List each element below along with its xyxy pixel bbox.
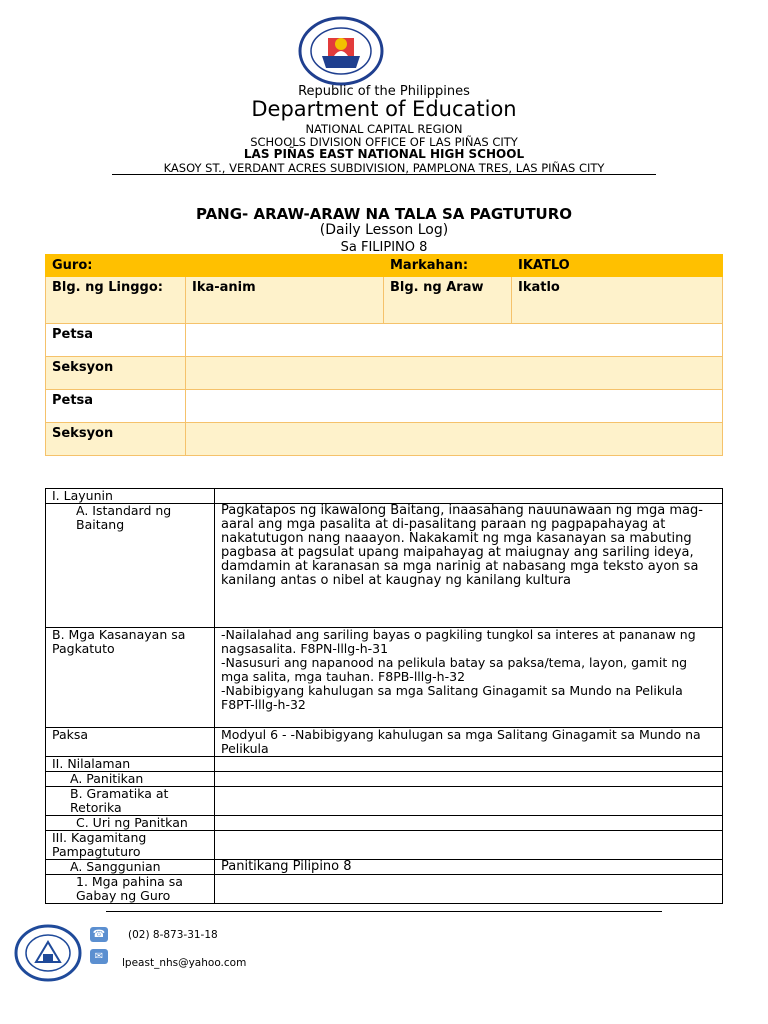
kasanayan-label: B. Mga Kasanayan sa Pagkatuto [46,628,215,728]
sanggunian-text: Panitikang Pilipino 8 [215,860,723,875]
uri-value [215,816,723,831]
markahan-label: Markahan: [384,255,512,277]
linggo-value: Ika-anim [186,277,384,324]
panitikan-label: A. Panitikan [46,772,215,787]
araw-value: Ikatlo [512,277,723,324]
phone-icon: ☎ [90,927,108,942]
info-row-seksyon-2 [46,423,723,456]
paksa-label: Paksa [46,728,215,757]
kasanayan-item: -Nasusuri ang napanood na pelikula batay sa paksa/tema, layon, gamit ng mga salita, mga tauhan. F8PB-lllg-h-32 [221,655,688,684]
row-istandard [46,504,723,628]
info-row-petsa-2 [46,390,723,423]
info-row-linggo [46,277,723,324]
pahina-label: 1. Mga pahina sa Gabay ng Guro [46,875,215,904]
gramatika-value [215,787,723,816]
department-heading: Department of Education [251,97,517,121]
info-table [45,254,723,456]
email-icon: ✉ [90,949,108,964]
row-panitikan [46,772,723,787]
lesson-plan-table [45,488,723,904]
markahan-value: IKATLO [512,255,723,277]
pahina-value [215,875,723,904]
guro-label: Guro: [46,255,186,277]
kagamitan-heading: III. Kagamitang Pampagtuturo [46,831,215,860]
row-nilalaman [46,757,723,772]
info-row-petsa-1 [46,324,723,357]
info-row-seksyon-1 [46,357,723,390]
subject-line: Sa FILIPINO 8 [340,240,428,255]
row-uri [46,816,723,831]
istandard-label: A. Istandard ng Baitang [46,504,215,628]
sanggunian-label: A. Sanggunian [46,860,215,875]
petsa-label: Petsa [46,390,186,423]
info-row-guro [46,255,723,277]
email-address[interactable]: lpeast_nhs@yahoo.com [122,957,247,969]
kasanayan-cell [215,628,723,728]
nilalaman-heading: II. Nilalaman [46,757,215,772]
linggo-label: Blg. ng Linggo: [46,277,186,324]
row-sanggunian [46,860,723,875]
gramatika-label: B. Gramatika at Retorika [46,787,215,816]
row-kasanayan [46,628,723,728]
seksyon-label: Seksyon [46,423,186,456]
seksyon-value[interactable] [186,357,723,390]
footer-divider [106,911,662,912]
row-kagamitan [46,831,723,860]
kasanayan-item: -Nabibigyang kahulugan sa mga Salitang Ginagamit sa Mundo na Pelikula F8PT-lllg-h-32 [221,683,683,712]
row-pahina [46,875,723,904]
kasanayan-item: -Nailalahad ang sariling bayas o pagkiling tungkol sa interes at pananaw ng nagsasalita. F8PN-lllg-h-31 [221,627,696,656]
paksa-text: Modyul 6 - -Nabibigyang kahulugan sa mga Salitang Ginagamit sa Mundo na Pelikula [215,728,723,757]
division-heading: SCHOOLS DIVISION OFFICE OF LAS PIÑAS CITY [250,135,518,149]
araw-label: Blg. ng Araw [384,277,512,324]
istandard-text: Pagkatapos ng ikawalong Baitang, inaasahang nauunawaan ng mga mag-aaral ang mga pasalita at di-pasalitang paraan ng pagpapahayag at nakatutugon nang naaayon. Nakakamit ng mga kasanayan sa mabuting pagbasa at pagsulat upang maipahayag at maiugnay ang sariling ideya, damdamin at karanasan sa mga narinig at nabasang mga teksto ayon sa kanilang antas o nibel at kaugnay ng kanilang kultura [215,504,723,628]
document-subtitle: (Daily Lesson Log) [319,222,449,238]
nilalaman-value [215,757,723,772]
petsa-label: Petsa [46,324,186,357]
panitikan-value [215,772,723,787]
region-heading: NATIONAL CAPITAL REGION [305,122,463,136]
seksyon-value[interactable] [186,423,723,456]
petsa-value[interactable] [186,324,723,357]
phone-number: (02) 8-873-31-18 [128,929,218,941]
school-address: KASOY ST., VERDANT ACRES SUBDIVISION, PAMPLONA TRES, LAS PIÑAS CITY [163,161,605,175]
header-divider [112,174,656,175]
row-gramatika [46,787,723,816]
school-heading: LAS PIÑAS EAST NATIONAL HIGH SCHOOL [243,147,525,161]
layunin-heading: I. Layunin [46,489,215,504]
school-seal-logo [14,924,82,982]
country-heading: Republic of the Philippines [298,84,470,99]
uri-label: C. Uri ng Panitkan [46,816,215,831]
petsa-value[interactable] [186,390,723,423]
guro-value [186,255,384,277]
row-layunin [46,489,723,504]
layunin-value [215,489,723,504]
kagamitan-value [215,831,723,860]
deped-seal-logo [298,16,384,86]
document-title: PANG- ARAW-ARAW NA TALA SA PAGTUTURO [195,205,573,223]
row-paksa [46,728,723,757]
seksyon-label: Seksyon [46,357,186,390]
